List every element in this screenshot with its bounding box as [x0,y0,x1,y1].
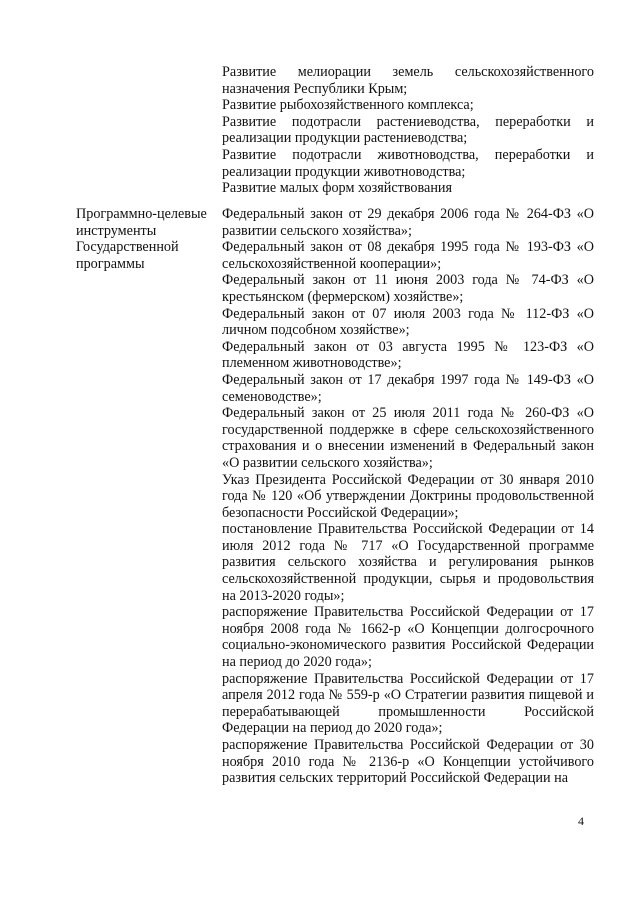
section2-paragraph-7: Федеральный закон от 25 июля 2011 года № 260-ФЗ «О государственной поддержке в сфере сельскохозяйственного страхования и о внесении изменений в Федеральный закон «О развитии сельского хозяйства»; [222,405,594,471]
section2-paragraph-3: Федеральный закон от 11 июня 2003 года № 74-ФЗ «О крестьянском (фермерском) хозяйстве»; [222,272,594,305]
section1-paragraph-1: Развитие мелиорации земель сельскохозяйственного назначения Республики Крым; [222,64,594,97]
section1-paragraph-4: Развитие подотрасли животноводства, переработки и реализации продукции животноводства; [222,146,594,180]
section2-paragraph-11: распоряжение Правительства Российской Федерации от 17 апреля 2012 года № 559-р «О Стратегии развития пищевой и перерабатывающей промышленности Российской Федерации на период до 2020 года»; [222,670,594,737]
section1-content [222,64,594,197]
section2-paragraph-10: распоряжение Правительства Российской Федерации от 17 ноября 2008 года № 1662-р «О Концепции долгосрочного социально-экономического развития Российской Федерации на период до 2020 года»; [222,604,594,671]
section2-label-line-2: инструменты [76,222,157,239]
section2-content [222,206,594,787]
section2-paragraph-4: Федеральный закон от 07 июля 2003 года № 112-ФЗ «О личном подсобном хозяйстве»; [222,305,594,339]
section2-label-line-1: Программно-целевые [76,206,207,222]
page-number: 4 [578,814,584,828]
section2-paragraph-1: Федеральный закон от 29 декабря 2006 года № 264-ФЗ «О развитии сельского хозяйства»; [222,206,594,239]
section2-paragraph-8: Указ Президента Российской Федерации от 30 января 2010 года № 120 «Об утверждении Доктрины продовольственной безопасности Российской Федерации»; [222,471,594,521]
section1-paragraph-2: Развитие рыбохозяйственного комплекса; [222,97,474,114]
section2-label [76,206,218,272]
section2-paragraph-5: Федеральный закон от 03 августа 1995 № 123-ФЗ «О племенном животноводстве»; [222,338,594,372]
section2-label-line-4: программы [76,255,145,272]
section2-label-line-3: Государственной [76,239,179,256]
section2-paragraph-12: распоряжение Правительства Российской Федерации от 30 ноября 2010 года № 2136-р «О Концепции устойчивого развития сельских территорий Российской Федерации на [222,737,594,787]
section2-paragraph-6: Федеральный закон от 17 декабря 1997 года № 149-ФЗ «О семеноводстве»; [222,371,594,405]
section1-paragraph-5: Развитие малых форм хозяйствования [222,180,453,197]
section1-paragraph-3: Развитие подотрасли растениеводства, переработки и реализации продукции растениеводства; [222,113,594,147]
section2-paragraph-2: Федеральный закон от 08 декабря 1995 года № 193-ФЗ «О сельскохозяйственной кооперации»; [222,239,594,272]
section2-paragraph-9: постановление Правительства Российской Федерации от 14 июля 2012 года № 717 «О Государственной программе развития сельского хозяйства и регулирования рынков сельскохозяйственной продукции, сырья и продовольствия на 2013-2020 годы»; [222,521,594,604]
